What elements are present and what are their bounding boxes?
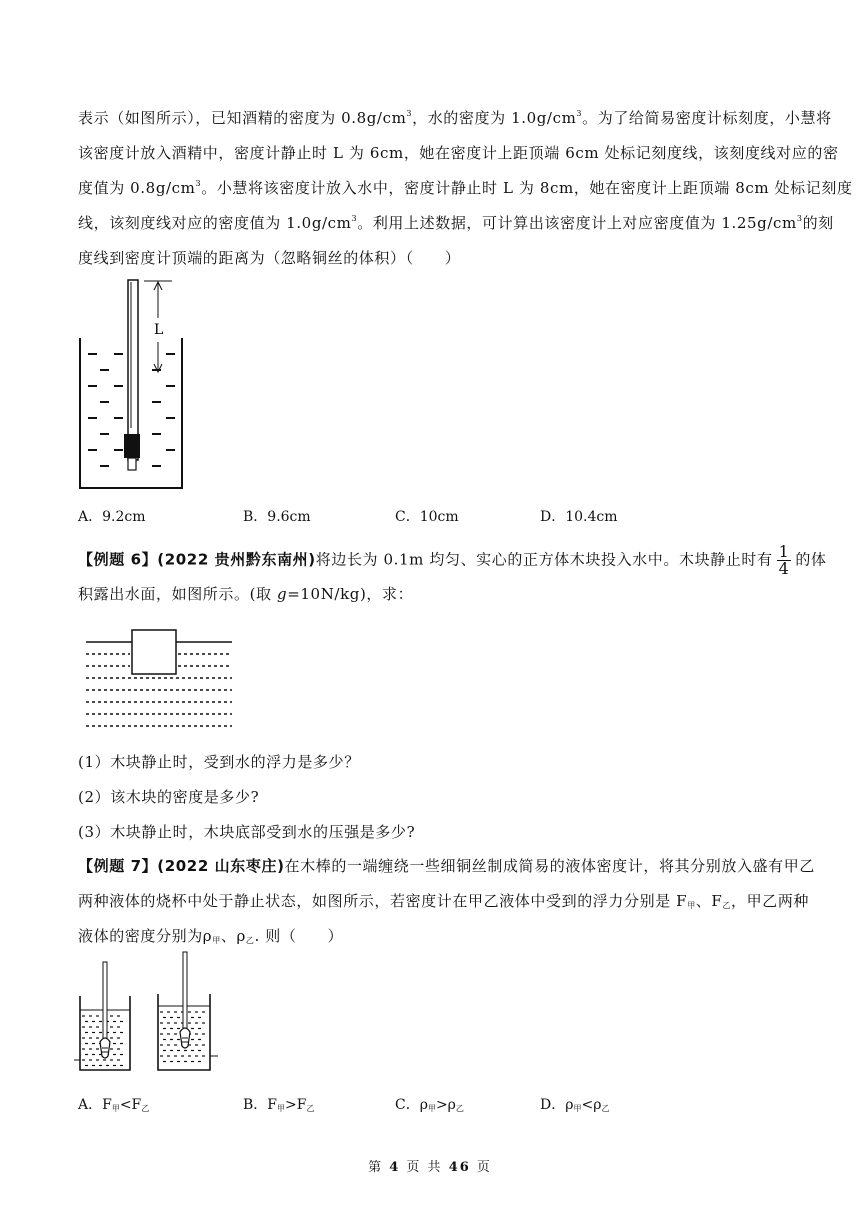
beaker-yi xyxy=(158,952,218,1070)
hydrometer-beaker-figure xyxy=(76,278,188,494)
q5-text-line4: 线，该刻度线对应的密度值为 $1.0g/cm^3$。利用上述数据，可计算出该密度计上对应密度值为 $1.25g/cm^3$的刻 xyxy=(78,214,834,232)
fraction-one-quarter: $\frac{1}{4}$ xyxy=(778,542,790,578)
q5-option-d[interactable]: D．10.4cm xyxy=(540,509,618,525)
q7-text-line1: 【例题 7】(2022 山东枣庄)在木棒的一端缠绕一些细铜丝制成简易的液体密度计，将其分别放入盛有甲乙 xyxy=(78,857,815,875)
floating-block-figure xyxy=(86,628,234,736)
q6-subquestion-1: (1）木块静止时，受到水的浮力是多少？ xyxy=(78,753,360,771)
q6-subquestion-2: (2）该木块的密度是多少? xyxy=(78,788,260,806)
q7-option-d[interactable]: D．$\rho_甲<\rho_乙$ xyxy=(540,1097,610,1113)
q7-option-b[interactable]: B．$F_甲>F_乙$ xyxy=(243,1097,315,1113)
q5-option-b[interactable]: B．9.6cm xyxy=(243,509,311,525)
q6-text-line2: 积露出水面，如图所示。(取 g=10N/kg)，求： xyxy=(78,585,414,603)
page-number: 4 xyxy=(389,1160,401,1175)
q7-text-line3: 液体的密度分别为$\rho_甲$、$\rho_乙$. 则（ ） xyxy=(78,927,344,945)
page-total: 46 xyxy=(448,1160,471,1175)
q6-text-line1: 【例题 6】(2022 贵州黔东南州)将边长为 0.1m 均匀、实心的正方体木块投入水中。木块静止时有 $\frac{1}{4}$ 的体 xyxy=(78,542,827,578)
q7-tag: 【例题 7】(2022 山东枣庄) xyxy=(78,857,285,875)
q7-option-a[interactable]: A．$F_甲<F_乙$ xyxy=(78,1097,150,1113)
beaker-jia xyxy=(74,962,130,1070)
q5-text-line1: 表示（如图所示），已知酒精的密度为 $0.8g/cm^3$，水的密度为 $1.0g/cm^3$。为了给简易密度计标刻度，小慧将 xyxy=(78,109,832,127)
q5-text-line2: 该密度计放入酒精中，密度计静止时 L 为 6cm，她在密度计上距顶端 6cm 处标记刻度线，该刻度线对应的密 xyxy=(78,144,839,162)
q5-text-line3: 度值为 $0.8g/cm^3$。小慧将该密度计放入水中，密度计静止时 L 为 8cm，她在密度计上距顶端 8cm 处标记刻度 xyxy=(78,179,853,197)
page-footer: 第 4 页 共 46 页 xyxy=(368,1160,492,1175)
q5-text-line5: 度线到密度计顶端的距离为（忽略铜丝的体积）（ ） xyxy=(78,249,461,267)
q7-text-line2: 两种液体的烧杯中处于静止状态，如图所示，若密度计在甲乙液体中受到的浮力分别是 $F_甲$、$F_乙$，甲乙两种 xyxy=(78,892,810,910)
q5-option-a[interactable]: A．9.2cm xyxy=(78,509,146,525)
q6-subquestion-3: (3）木块静止时，木块底部受到水的压强是多少? xyxy=(78,823,416,841)
q6-tag: 【例题 6】(2022 贵州黔东南州) xyxy=(78,550,316,569)
length-label: L xyxy=(154,322,164,338)
two-beakers-figure xyxy=(72,950,222,1082)
q7-option-c[interactable]: C．$\rho_甲>\rho_乙$ xyxy=(395,1097,464,1113)
q5-option-c[interactable]: C．10cm xyxy=(395,509,459,525)
